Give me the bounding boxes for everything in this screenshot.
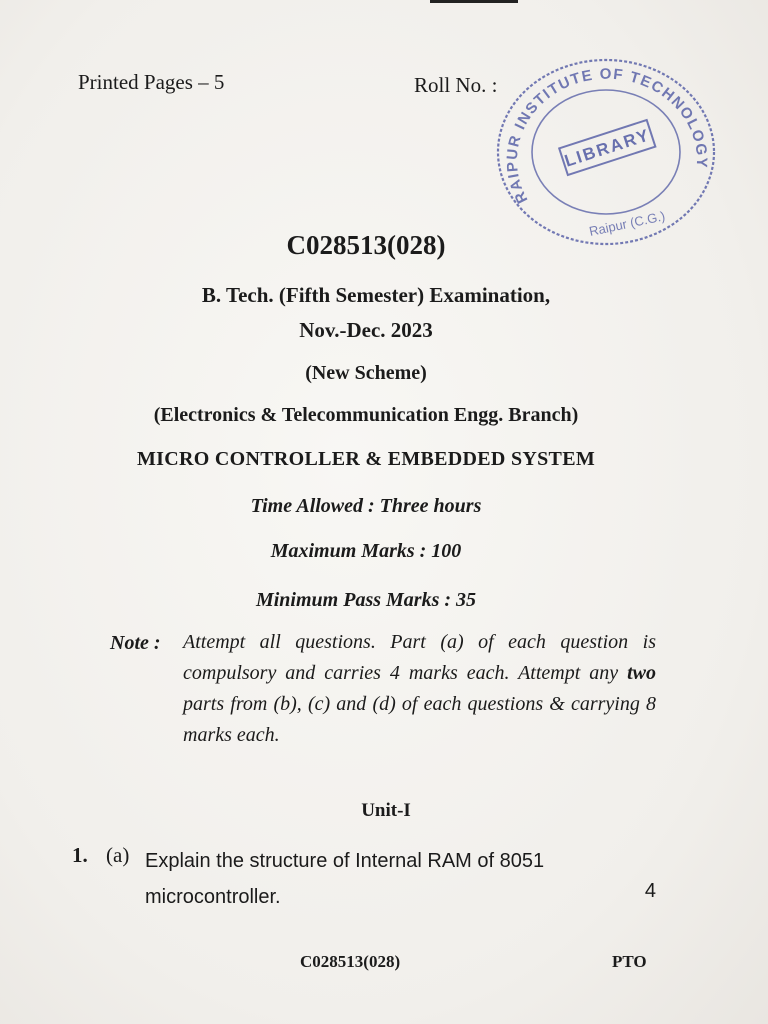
exam-title: B. Tech. (Fifth Semester) Examination, — [201, 283, 551, 307]
stamp-library-box — [559, 120, 655, 175]
question-number: 1. — [72, 843, 88, 867]
note-text-part-2: parts from (b), (c) and (d) of each questions & carrying 8 marks each. — [183, 693, 656, 746]
stamp-center-text: LIBRARY — [562, 125, 653, 171]
branch: (Electronics & Telecommunication Engg. Branch) — [153, 404, 579, 426]
scheme: (New Scheme) — [305, 362, 427, 384]
roll-number — [414, 73, 497, 98]
note-text-part-1: Attempt all questions. Part (a) of each question is compulsory and carries 4 marks each. Attempt any — [183, 631, 656, 684]
time-allowed: Time Allowed : Three hours — [250, 495, 482, 517]
stamp-bottom-text: Raipur (C.G.) — [587, 208, 667, 239]
note-label: Note : — [110, 632, 161, 654]
exam-session: Nov.-Dec. 2023 — [299, 318, 433, 342]
question-marks: 4 — [644, 880, 656, 902]
paper-code: C028513(028) — [286, 230, 446, 260]
note-text — [183, 627, 656, 751]
question-part: (a) — [106, 843, 130, 867]
question-text: Explain the structure of Internal RAM of 8051 microcontroller. — [145, 850, 545, 908]
stamp-ring-text: RAIPUR INSTITUTE OF TECHNOLOGY — [503, 65, 711, 207]
note-emphasis: two — [627, 662, 656, 684]
footer-paper-code: C028513(028) — [300, 952, 401, 971]
footer-pto: PTO — [612, 952, 647, 971]
subject-title: MICRO CONTROLLER & EMBEDDED SYSTEM — [136, 448, 596, 470]
minimum-pass-marks: Minimum Pass Marks : 35 — [255, 589, 477, 611]
page-top-mark — [430, 0, 518, 3]
printed-pages: Printed Pages – 5 — [78, 70, 225, 94]
unit-heading: Unit-I — [361, 800, 411, 821]
library-stamp — [492, 50, 720, 246]
maximum-marks: Maximum Marks : 100 — [270, 540, 462, 562]
roll-number-label: Roll No. : — [414, 73, 498, 97]
